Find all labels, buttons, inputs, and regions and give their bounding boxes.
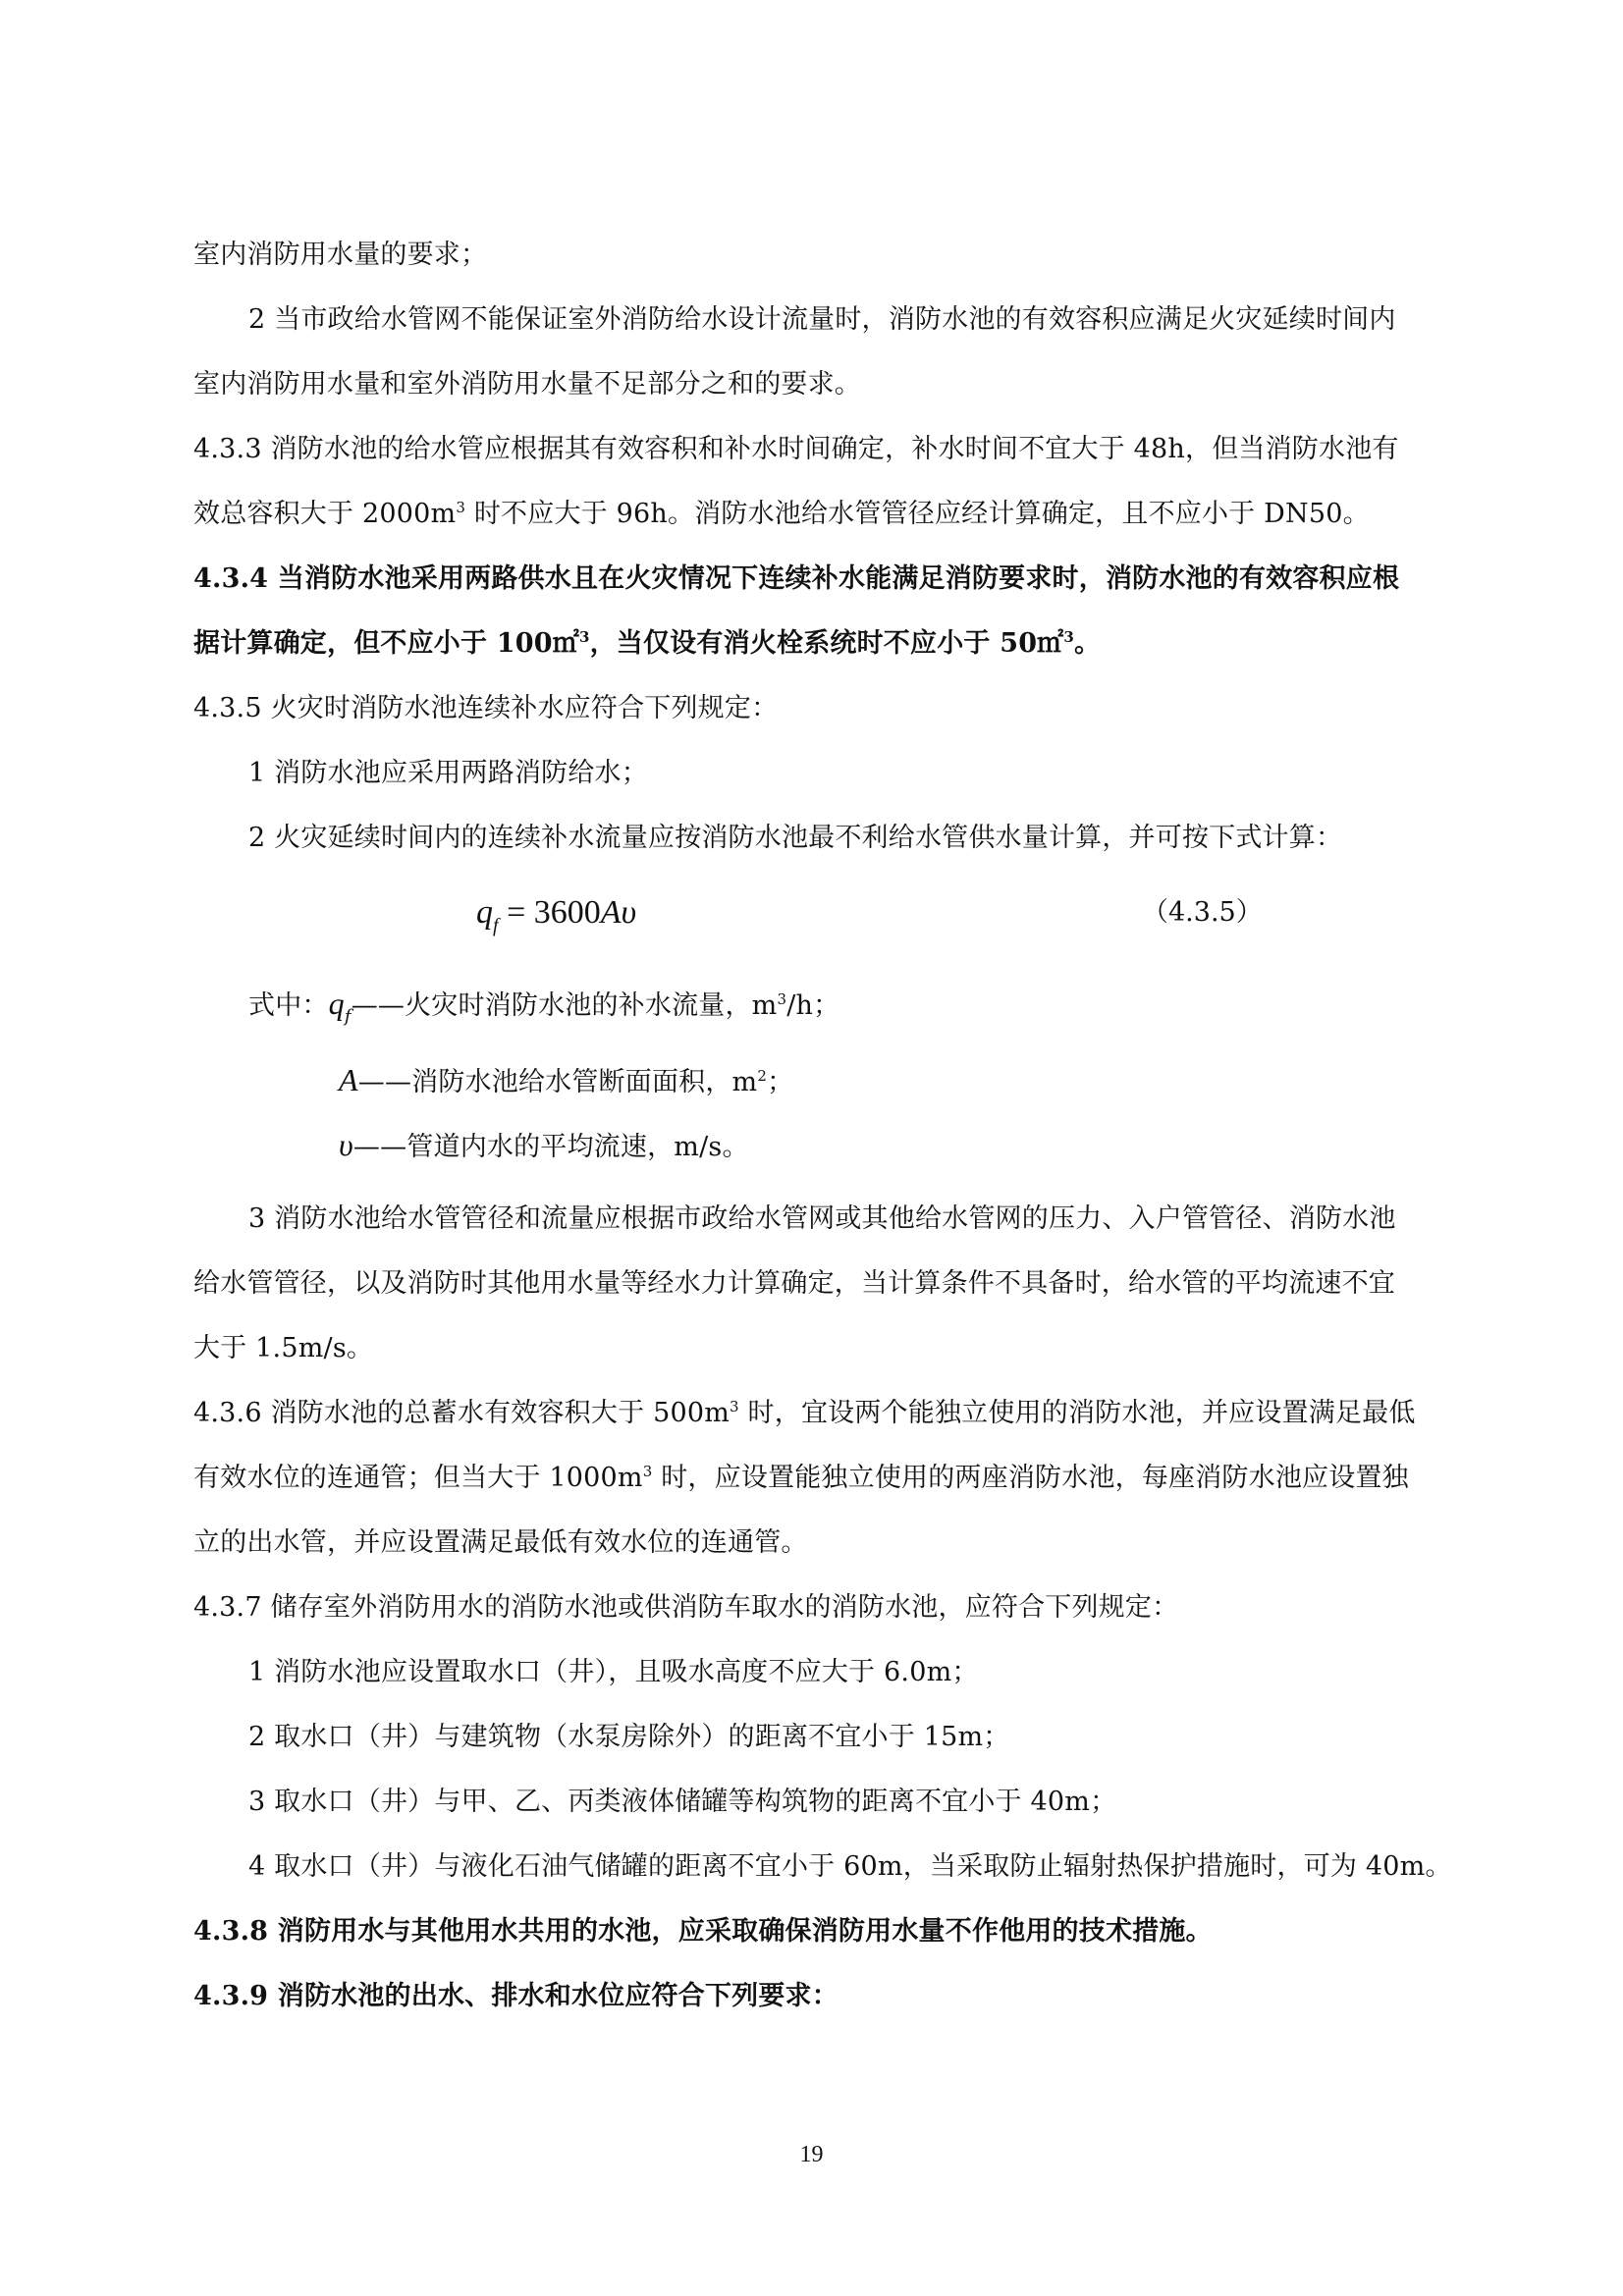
item-4-3-7-1: 1 消防水池应设置取水口（井），且吸水高度不应大于 6.0m； <box>248 1657 979 1687</box>
equation-number: （4.3.5） <box>1142 897 1263 928</box>
text-line-1: 室内消防用水量的要求； <box>193 240 488 270</box>
item-4-3-7-2: 2 取水口（井）与建筑物（水泵房除外）的距离不宜小于 15m； <box>248 1722 1010 1752</box>
clause-4-3-6: 4.3.6 消防水池的总蓄水有效容积大于 $500m^3$ 时，宜设两个能独立使用的消防水池，并应设置满足最低 <box>193 1398 1416 1428</box>
where-line-v: υ——管道内水的平均流速，m/s。 <box>339 1127 749 1162</box>
item-4-3-7-3: 3 取水口（井）与甲、乙、丙类液体储罐等构筑物的距离不宜小于 40m； <box>248 1787 1117 1817</box>
clause-4-3-4: 4.3.4 当消防水池采用两路供水且在火灾情况下连续补水能满足消防要求时，消防水池的有效容积应根 <box>193 563 1400 594</box>
item-4-3-5-3: 3 消防水池给水管管径和流量应根据市政给水管网或其他给水管网的压力、入户管管径、消防水池 <box>248 1203 1396 1234</box>
clause-4-3-3-cont: 效总容积大于 $2000m^3$ 时不应大于 96h。消防水池给水管管径应经计算确定，且不应小于 DN50。 <box>193 499 1370 529</box>
page-number: 19 <box>799 2142 824 2167</box>
text-line-2: 2 当市政给水管网不能保证室外消防给水设计流量时，消防水池的有效容积应满足火灾延续时间内 <box>248 304 1396 335</box>
clause-4-3-4-cont: 据计算确定，但不应小于 100㎡$^3$，当仅设有消火栓系统时不应小于 50㎡$^3$。 <box>193 628 1102 659</box>
clause-4-3-3: 4.3.3 消防水池的给水管应根据其有效容积和补水时间确定，补水时间不宜大于 48h，但当消防水池有 <box>193 434 1399 464</box>
item-4-3-5-3-cont1: 给水管管径，以及消防时其他用水量等经水力计算确定，当计算条件不具备时，给水管的平均流速不宜 <box>193 1268 1395 1299</box>
clause-4-3-6-cont1: 有效水位的连通管；但当大于 $1000m^3$ 时，应设置能独立使用的两座消防水池，每座消防水池应设置独 <box>193 1463 1409 1493</box>
item-4-3-5-3-cont2: 大于 1.5m/s。 <box>193 1333 374 1363</box>
item-4-3-7-4: 4 取水口（井）与液化石油气储罐的距离不宜小于 60m，当采取防止辐射热保护措施时，可为 40m。 <box>248 1851 1452 1882</box>
item-4-3-5-1: 1 消防水池应采用两路消防给水； <box>248 758 648 788</box>
clause-4-3-8: 4.3.8 消防用水与其他用水共用的水池，应采取确保消防用水量不作他用的技术措施。 <box>193 1916 1213 1947</box>
clause-4-3-7: 4.3.7 储存室外消防用水的消防水池或供消防车取水的消防水池，应符合下列规定： <box>193 1592 1179 1623</box>
text-line-3: 室内消防用水量和室外消防用水量不足部分之和的要求。 <box>193 369 861 400</box>
where-line-a: A——消防水池给水管断面面积，$m^2$； <box>339 1062 794 1097</box>
clause-4-3-5: 4.3.5 火灾时消防水池连续补水应符合下列规定： <box>193 693 779 723</box>
where-line-q: 式中：$q_f——$火灾时消防水池的补水流量，$m^3/h$； <box>248 986 840 1027</box>
item-4-3-5-2: 2 火灾延续时间内的连续补水流量应按消防水池最不利给水管供水量计算，并可按下式计算： <box>248 823 1343 853</box>
formula-4-3-5: $q_f = 3600A\upsilon$ <box>476 894 637 936</box>
clause-4-3-9: 4.3.9 消防水池的出水、排水和水位应符合下列要求： <box>193 1981 839 2011</box>
clause-4-3-6-cont2: 立的出水管，并应设置满足最低有效水位的连通管。 <box>193 1527 808 1558</box>
